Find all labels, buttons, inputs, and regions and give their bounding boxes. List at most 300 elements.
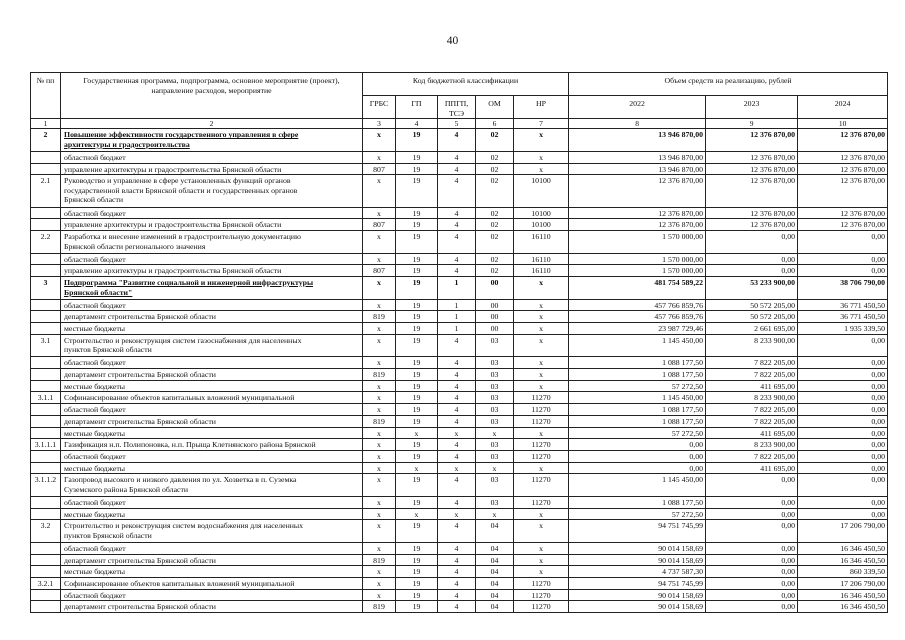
om-code: 02 xyxy=(476,207,514,219)
nr-code: x xyxy=(514,543,569,555)
row-number xyxy=(31,462,61,474)
table-row xyxy=(31,219,888,231)
table-row xyxy=(31,265,888,277)
row-name xyxy=(61,207,363,219)
table-row xyxy=(31,496,888,508)
gp-code: 19 xyxy=(396,265,438,277)
om-code: 04 xyxy=(476,589,514,601)
om-code: 04 xyxy=(476,554,514,566)
nr-code: 11270 xyxy=(514,601,569,613)
nr-code: x xyxy=(514,311,569,323)
gp-code: 19 xyxy=(396,380,438,392)
volume-2024: 16 346 450,50 xyxy=(798,589,888,601)
row-name xyxy=(61,392,363,404)
nr-code: x xyxy=(514,276,569,299)
row-number xyxy=(31,427,61,439)
row-name-line: областной бюджет xyxy=(64,254,126,264)
row-number xyxy=(31,404,61,416)
volume-2023: 411 695,00 xyxy=(706,427,798,439)
gp-code: 19 xyxy=(396,474,438,497)
nr-code: 11270 xyxy=(514,450,569,462)
ppgp-tse-code: 4 xyxy=(438,163,476,175)
row-name xyxy=(61,276,363,299)
volume-2023: 12 376 870,00 xyxy=(706,175,798,207)
om-code: 03 xyxy=(476,369,514,381)
row-name-line: местные бюджеты xyxy=(64,324,126,334)
row-name-line: областной бюджет xyxy=(64,544,126,554)
grbs-code: x xyxy=(363,589,396,601)
row-name xyxy=(61,520,363,543)
gp-code: 19 xyxy=(396,323,438,335)
om-code: 02 xyxy=(476,265,514,277)
row-name xyxy=(61,554,363,566)
ppgp-tse-code: 4 xyxy=(438,334,476,357)
gp-code: 19 xyxy=(396,566,438,578)
ppgp-tse-code: 4 xyxy=(438,392,476,404)
row-name xyxy=(61,323,363,335)
ppgp-tse-code: 4 xyxy=(438,151,476,163)
om-code: 02 xyxy=(476,230,514,253)
grbs-code: 819 xyxy=(363,369,396,381)
gp-code: 19 xyxy=(396,357,438,369)
column-number-6: 6 xyxy=(476,119,514,129)
row-name xyxy=(61,543,363,555)
ppgp-tse-code: 4 xyxy=(438,265,476,277)
row-name xyxy=(61,415,363,427)
gp-code: 19 xyxy=(396,369,438,381)
volume-2023: 0,00 xyxy=(706,520,798,543)
header-ppgp-tse: ППГП, ТСЭ xyxy=(438,96,476,119)
om-code: 04 xyxy=(476,543,514,555)
row-name xyxy=(61,601,363,613)
om-code: x xyxy=(476,462,514,474)
gp-code: 19 xyxy=(396,299,438,311)
grbs-code: x xyxy=(363,276,396,299)
row-number xyxy=(31,554,61,566)
row-name xyxy=(61,175,363,207)
ppgp-tse-code: 4 xyxy=(438,219,476,231)
table-row xyxy=(31,566,888,578)
row-name-line: местные бюджеты xyxy=(64,428,126,438)
column-number-7: 7 xyxy=(514,119,569,129)
row-name xyxy=(61,219,363,231)
om-code: 04 xyxy=(476,520,514,543)
volume-2024: 16 346 450,50 xyxy=(798,543,888,555)
ppgp-tse-code: 1 xyxy=(438,323,476,335)
grbs-code: x xyxy=(363,392,396,404)
row-name xyxy=(61,566,363,578)
row-name-line: Разработка и внесение изменений в градостроительную документацию xyxy=(64,231,301,241)
table-row xyxy=(31,175,888,207)
ppgp-tse-code: 4 xyxy=(438,207,476,219)
table-row xyxy=(31,439,888,451)
row-number xyxy=(31,357,61,369)
gp-code: x xyxy=(396,427,438,439)
row-name-line: областной бюджет xyxy=(64,405,126,415)
om-code: 00 xyxy=(476,311,514,323)
row-name-line: областной бюджет xyxy=(64,451,126,461)
gp-code: 19 xyxy=(396,163,438,175)
volume-2024: 0,00 xyxy=(798,439,888,451)
nr-code: x xyxy=(514,369,569,381)
header-volume-group: Объем средств на реализацию, рублей xyxy=(569,73,888,96)
nr-code: 10100 xyxy=(514,219,569,231)
om-code: 03 xyxy=(476,439,514,451)
ppgp-tse-code: 4 xyxy=(438,554,476,566)
volume-2024: 860 339,50 xyxy=(798,566,888,578)
column-number-5: 5 xyxy=(438,119,476,129)
grbs-code: x xyxy=(363,474,396,497)
volume-2024: 36 771 450,50 xyxy=(798,299,888,311)
row-number xyxy=(31,323,61,335)
grbs-code: x xyxy=(363,496,396,508)
nr-code: 11270 xyxy=(514,392,569,404)
ppgp-tse-code: 4 xyxy=(438,520,476,543)
row-name-line: Газопровод высокого и низкого давления по ул. Хозветка в п. Суземка xyxy=(64,475,297,485)
grbs-code: 807 xyxy=(363,219,396,231)
nr-code: x xyxy=(514,334,569,357)
volume-2024: 12 376 870,00 xyxy=(798,175,888,207)
table-row xyxy=(31,462,888,474)
ppgp-tse-code: 4 xyxy=(438,589,476,601)
volume-2022: 0,00 xyxy=(569,462,706,474)
table-row xyxy=(31,253,888,265)
volume-2022: 0,00 xyxy=(569,450,706,462)
row-name xyxy=(61,578,363,590)
row-number xyxy=(31,207,61,219)
ppgp-tse-code: 4 xyxy=(438,175,476,207)
om-code: x xyxy=(476,427,514,439)
row-name-line: областной бюджет xyxy=(64,497,126,507)
volume-2023: 0,00 xyxy=(706,554,798,566)
page-number: 40 xyxy=(446,35,459,47)
volume-2022: 57 272,50 xyxy=(569,427,706,439)
volume-2023: 12 376 870,00 xyxy=(706,151,798,163)
ppgp-tse-code: 4 xyxy=(438,601,476,613)
row-number xyxy=(31,450,61,462)
nr-code: x xyxy=(514,520,569,543)
volume-2024: 0,00 xyxy=(798,253,888,265)
volume-2024: 16 346 450,50 xyxy=(798,601,888,613)
row-name-line: управление архитектуры и градостроительства Брянской области xyxy=(64,266,282,276)
om-code: x xyxy=(476,508,514,520)
volume-2024: 12 376 870,00 xyxy=(798,151,888,163)
row-name xyxy=(61,439,363,451)
row-name-line: областной бюджет xyxy=(64,152,126,162)
table-row xyxy=(31,299,888,311)
om-code: 04 xyxy=(476,566,514,578)
grbs-code: x xyxy=(363,253,396,265)
row-name xyxy=(61,496,363,508)
table-row xyxy=(31,601,888,613)
column-number-9: 9 xyxy=(706,119,798,129)
row-number xyxy=(31,151,61,163)
nr-code: x xyxy=(514,357,569,369)
gp-code: 19 xyxy=(396,520,438,543)
volume-2022: 4 737 587,30 xyxy=(569,566,706,578)
row-name xyxy=(61,311,363,323)
row-number: 3 xyxy=(31,276,61,299)
grbs-code: x xyxy=(363,404,396,416)
row-name-line: департамент строительства Брянской области xyxy=(64,416,216,426)
row-number: 3.1.1.1 xyxy=(31,439,61,451)
volume-2023: 0,00 xyxy=(706,601,798,613)
grbs-code: x xyxy=(363,439,396,451)
row-number xyxy=(31,589,61,601)
header-number: № пп xyxy=(31,73,61,119)
ppgp-tse-code: 4 xyxy=(438,357,476,369)
header-year-2023: 2023 xyxy=(706,96,798,119)
table-row xyxy=(31,129,888,152)
volume-2023: 12 376 870,00 xyxy=(706,207,798,219)
column-number-1: 1 xyxy=(31,119,61,129)
row-name xyxy=(61,253,363,265)
row-name xyxy=(61,151,363,163)
volume-2022: 13 946 870,00 xyxy=(569,163,706,175)
om-code: 02 xyxy=(476,129,514,152)
gp-code: 19 xyxy=(396,589,438,601)
row-number xyxy=(31,496,61,508)
nr-code: x xyxy=(514,508,569,520)
ppgp-tse-code: x xyxy=(438,462,476,474)
ppgp-tse-code: 4 xyxy=(438,474,476,497)
ppgp-tse-code: 1 xyxy=(438,311,476,323)
grbs-code: x xyxy=(363,462,396,474)
table-row xyxy=(31,276,888,299)
table-row xyxy=(31,508,888,520)
om-code: 02 xyxy=(476,163,514,175)
nr-code: x xyxy=(514,554,569,566)
nr-code: 16110 xyxy=(514,265,569,277)
budget-table xyxy=(30,72,888,613)
row-number: 3.1.1.2 xyxy=(31,474,61,497)
gp-code: 19 xyxy=(396,554,438,566)
nr-code: 10100 xyxy=(514,207,569,219)
row-number xyxy=(31,311,61,323)
row-name-line: областной бюджет xyxy=(64,300,126,310)
om-code: 03 xyxy=(476,404,514,416)
volume-2022: 90 014 158,69 xyxy=(569,601,706,613)
row-name-line: Газификация н.п. Полипоновка, н.п. Прыща Клетнянского района Брянской xyxy=(64,440,316,450)
row-name-line: Брянской области xyxy=(64,195,124,205)
nr-code: 11270 xyxy=(514,415,569,427)
volume-2023: 411 695,00 xyxy=(706,380,798,392)
row-name xyxy=(61,380,363,392)
om-code: 03 xyxy=(476,474,514,497)
volume-2024: 17 206 790,00 xyxy=(798,578,888,590)
table-row xyxy=(31,311,888,323)
volume-2023: 0,00 xyxy=(706,543,798,555)
table-body xyxy=(31,129,888,613)
volume-2023: 0,00 xyxy=(706,253,798,265)
row-name-line: местные бюджеты xyxy=(64,381,126,391)
volume-2022: 90 014 158,69 xyxy=(569,554,706,566)
ppgp-tse-code: 4 xyxy=(438,578,476,590)
grbs-code: x xyxy=(363,334,396,357)
column-number-3: 3 xyxy=(363,119,396,129)
volume-2024: 0,00 xyxy=(798,369,888,381)
ppgp-tse-code: 4 xyxy=(438,369,476,381)
ppgp-tse-code: 4 xyxy=(438,253,476,265)
om-code: 00 xyxy=(476,299,514,311)
volume-2022: 1 145 450,00 xyxy=(569,334,706,357)
grbs-code: x xyxy=(363,380,396,392)
nr-code: x xyxy=(514,129,569,152)
gp-code: 19 xyxy=(396,578,438,590)
row-name xyxy=(61,462,363,474)
om-code: 03 xyxy=(476,392,514,404)
table-row xyxy=(31,474,888,497)
table-row xyxy=(31,427,888,439)
row-name xyxy=(61,265,363,277)
volume-2023: 0,00 xyxy=(706,496,798,508)
gp-code: 19 xyxy=(396,439,438,451)
gp-code: 19 xyxy=(396,207,438,219)
om-code: 03 xyxy=(476,380,514,392)
volume-2023: 0,00 xyxy=(706,589,798,601)
row-name xyxy=(61,508,363,520)
row-number xyxy=(31,508,61,520)
row-name-line: Строительство и реконструкция систем газоснабжения для населенных xyxy=(64,335,302,345)
volume-2022: 1 570 000,00 xyxy=(569,253,706,265)
volume-2023: 8 233 900,00 xyxy=(706,439,798,451)
row-name xyxy=(61,163,363,175)
column-number-10: 10 xyxy=(798,119,888,129)
grbs-code: x xyxy=(363,450,396,462)
volume-2023: 12 376 870,00 xyxy=(706,163,798,175)
gp-code: 19 xyxy=(396,404,438,416)
volume-2024: 0,00 xyxy=(798,450,888,462)
row-name xyxy=(61,427,363,439)
gp-code: 19 xyxy=(396,311,438,323)
volume-2023: 7 822 205,00 xyxy=(706,404,798,416)
table-row xyxy=(31,554,888,566)
volume-2022: 1 088 177,50 xyxy=(569,415,706,427)
volume-2022: 1 088 177,50 xyxy=(569,369,706,381)
row-number xyxy=(31,380,61,392)
nr-code: 11270 xyxy=(514,439,569,451)
table-row xyxy=(31,163,888,175)
gp-code: 19 xyxy=(396,334,438,357)
volume-2022: 1 088 177,50 xyxy=(569,496,706,508)
volume-2023: 0,00 xyxy=(706,566,798,578)
nr-code: 11270 xyxy=(514,496,569,508)
grbs-code: 807 xyxy=(363,265,396,277)
volume-2023: 2 661 695,00 xyxy=(706,323,798,335)
volume-2024: 12 376 870,00 xyxy=(798,219,888,231)
volume-2023: 7 822 205,00 xyxy=(706,357,798,369)
gp-code: 19 xyxy=(396,415,438,427)
ppgp-tse-code: 4 xyxy=(438,496,476,508)
volume-2022: 94 751 745,99 xyxy=(569,578,706,590)
row-name xyxy=(61,334,363,357)
volume-2022: 12 376 870,00 xyxy=(569,219,706,231)
grbs-code: 819 xyxy=(363,415,396,427)
nr-code: x xyxy=(514,299,569,311)
grbs-code: x xyxy=(363,357,396,369)
volume-2023: 7 822 205,00 xyxy=(706,415,798,427)
om-code: 00 xyxy=(476,323,514,335)
row-name-line: пунктов Брянской области xyxy=(64,345,152,355)
volume-2022: 457 766 859,76 xyxy=(569,299,706,311)
grbs-code: x xyxy=(363,427,396,439)
nr-code: x xyxy=(514,380,569,392)
row-number: 3.1.1 xyxy=(31,392,61,404)
nr-code: 11270 xyxy=(514,404,569,416)
volume-2024: 0,00 xyxy=(798,474,888,497)
grbs-code: 819 xyxy=(363,311,396,323)
table-row xyxy=(31,392,888,404)
om-code: 03 xyxy=(476,496,514,508)
volume-2024: 0,00 xyxy=(798,462,888,474)
nr-code: 11270 xyxy=(514,474,569,497)
grbs-code: 819 xyxy=(363,554,396,566)
row-name xyxy=(61,369,363,381)
gp-code: 19 xyxy=(396,601,438,613)
table-row xyxy=(31,578,888,590)
row-name-line: департамент строительства Брянской области xyxy=(64,370,216,380)
gp-code: 19 xyxy=(396,151,438,163)
volume-2024: 0,00 xyxy=(798,334,888,357)
om-code: 04 xyxy=(476,578,514,590)
row-number: 3.2 xyxy=(31,520,61,543)
grbs-code: x xyxy=(363,566,396,578)
gp-code: x xyxy=(396,462,438,474)
volume-2024: 12 376 870,00 xyxy=(798,163,888,175)
table-row xyxy=(31,323,888,335)
volume-2024: 0,00 xyxy=(798,357,888,369)
row-name-line: архитектуры и градостроительства xyxy=(64,139,190,149)
nr-code: x xyxy=(514,462,569,474)
ppgp-tse-code: 4 xyxy=(438,543,476,555)
row-name-line: Подпрограмма "Развитие социальной и инженерной инфраструктуры xyxy=(64,277,314,287)
header-nr: НР xyxy=(514,96,569,119)
table-row xyxy=(31,151,888,163)
row-name-line: пунктов Брянской области xyxy=(64,530,152,540)
table-row xyxy=(31,357,888,369)
header-budget-code-group: Код бюджетной классификации xyxy=(363,73,569,96)
volume-2023: 411 695,00 xyxy=(706,462,798,474)
grbs-code: x xyxy=(363,299,396,311)
volume-2024: 12 376 870,00 xyxy=(798,207,888,219)
volume-2022: 13 946 870,00 xyxy=(569,151,706,163)
row-name-line: областной бюджет xyxy=(64,358,126,368)
volume-2024: 0,00 xyxy=(798,392,888,404)
volume-2022: 13 946 870,00 xyxy=(569,129,706,152)
volume-2022: 1 088 177,50 xyxy=(569,404,706,416)
table-row xyxy=(31,230,888,253)
table-row xyxy=(31,520,888,543)
table-row xyxy=(31,450,888,462)
volume-2022: 457 766 859,76 xyxy=(569,311,706,323)
row-number: 3.1 xyxy=(31,334,61,357)
row-number xyxy=(31,601,61,613)
nr-code: 16110 xyxy=(514,253,569,265)
volume-2024: 0,00 xyxy=(798,427,888,439)
column-number-4: 4 xyxy=(396,119,438,129)
header-row-numbering xyxy=(31,119,888,129)
ppgp-tse-code: 4 xyxy=(438,230,476,253)
ppgp-tse-code: 4 xyxy=(438,566,476,578)
volume-2023: 0,00 xyxy=(706,265,798,277)
row-name-line: местные бюджеты xyxy=(64,509,126,519)
row-name-line: департамент строительства Брянской области xyxy=(64,602,216,612)
row-name xyxy=(61,299,363,311)
volume-2024: 0,00 xyxy=(798,380,888,392)
row-name-line: Брянской области" xyxy=(64,287,133,297)
volume-2023: 53 233 900,00 xyxy=(706,276,798,299)
volume-2022: 1 088 177,50 xyxy=(569,357,706,369)
